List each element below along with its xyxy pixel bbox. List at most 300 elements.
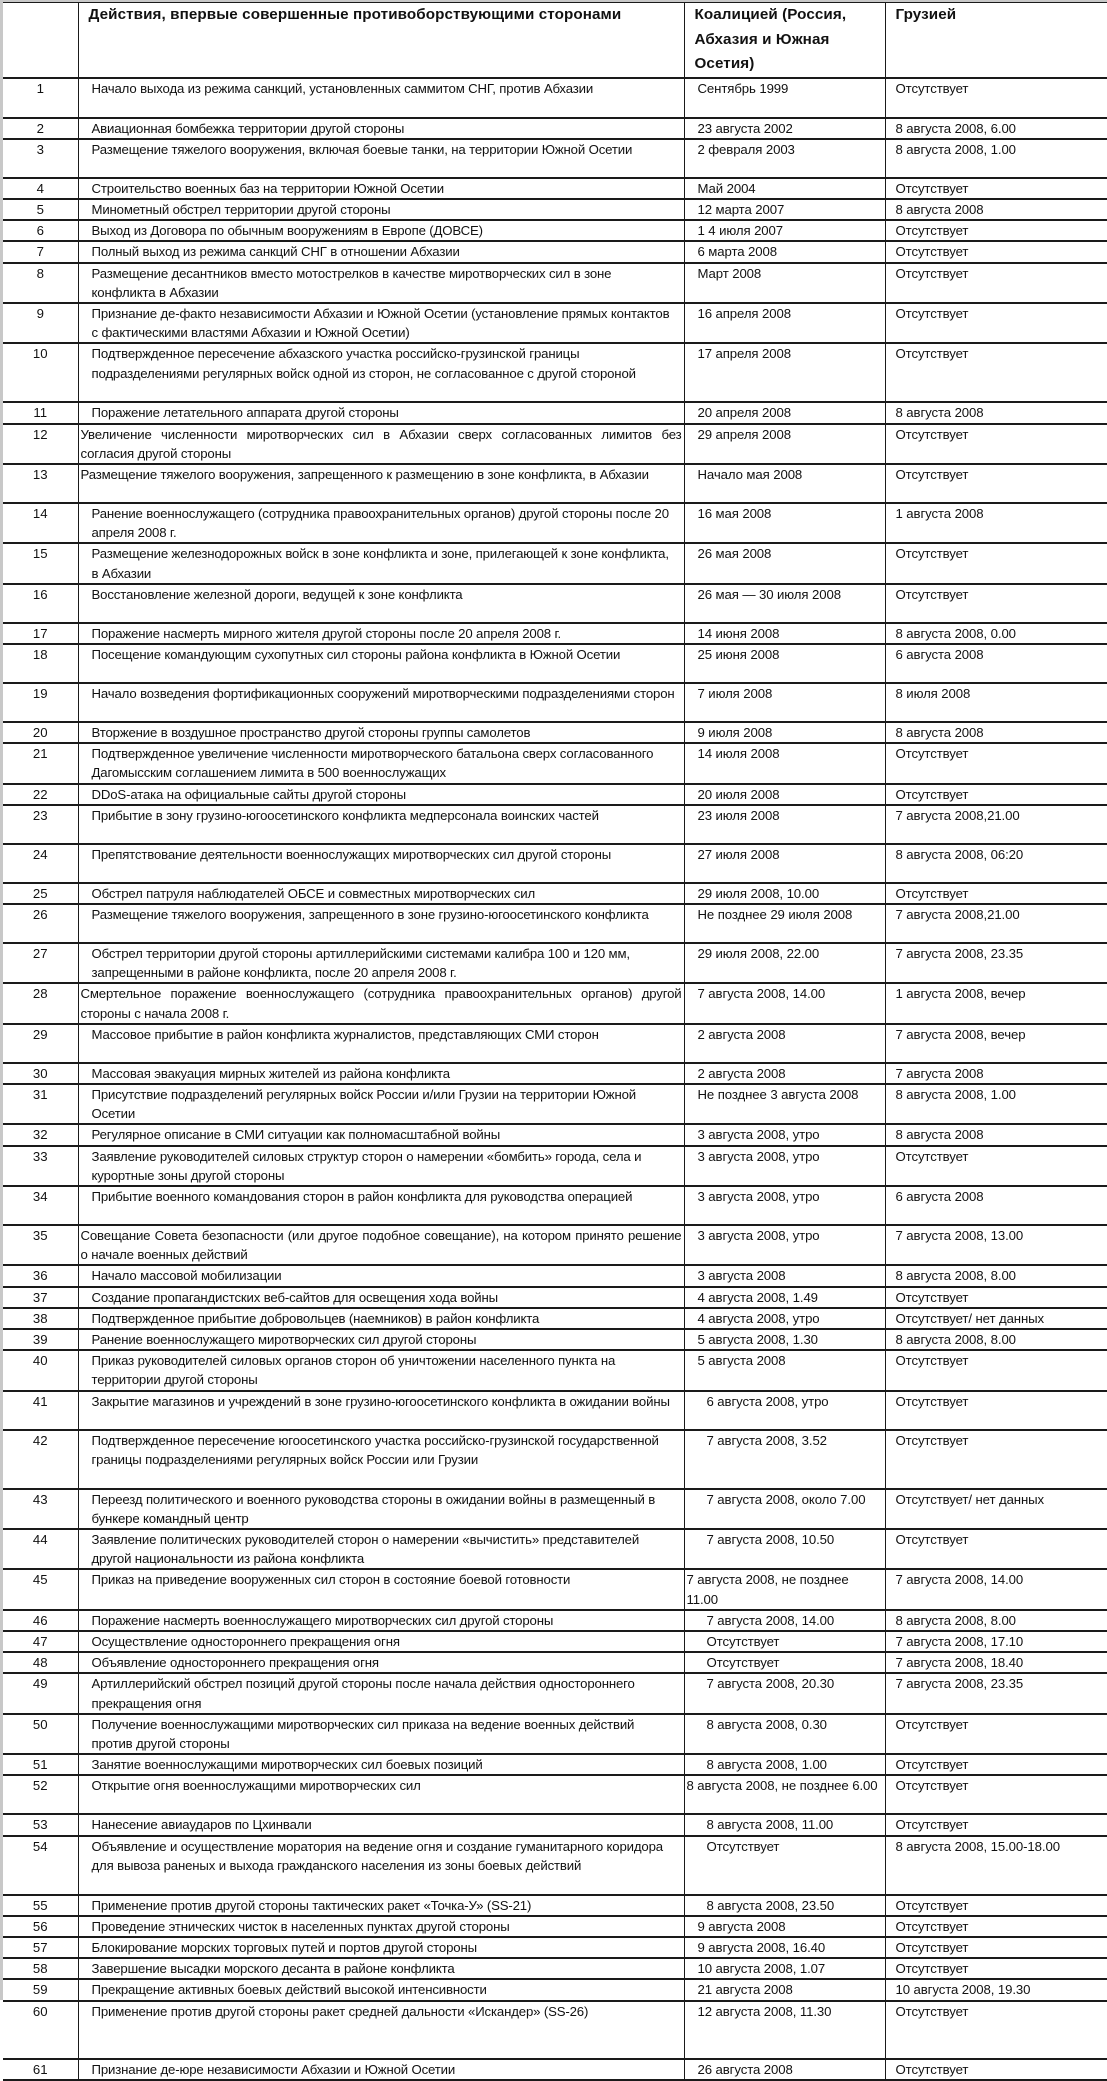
table-row: [3, 1836, 1107, 1895]
row-georgia-date: 8 августа 2008, 06:20: [885, 844, 1107, 883]
row-number: 61: [3, 2059, 78, 2080]
row-coalition-date: 6 августа 2008, утро: [684, 1391, 885, 1430]
row-action: Размещение железнодорожных войск в зоне конфликта и зоне, прилегающей к зоне конфликта, в Абхазии: [78, 543, 684, 583]
row-coalition-date: 3 августа 2008, утро: [684, 1124, 885, 1145]
table-row: [3, 118, 1107, 139]
row-georgia-date: 8 августа 2008, 8.00: [885, 1265, 1107, 1286]
row-coalition-date: 26 августа 2008: [684, 2059, 885, 2080]
row-coalition-date: 9 августа 2008, 16.40: [684, 1937, 885, 1958]
actions-table: [3, 2, 1107, 2081]
row-georgia-date: Отсутствует: [885, 1916, 1107, 1937]
table-row: [3, 1754, 1107, 1775]
row-coalition-date: 12 марта 2007: [684, 199, 885, 220]
row-number: 13: [3, 464, 78, 503]
row-action: Смертельное поражение военнослужащего (сотрудника правоохранительных органов) другой стороны с начала 2008 г.: [78, 983, 684, 1023]
row-number: 31: [3, 1084, 78, 1124]
table-row: [3, 139, 1107, 178]
table-row: [3, 2059, 1107, 2080]
table-row: [3, 1024, 1107, 1063]
table-header-row: [3, 3, 1107, 78]
row-action: Проведение этнических чисток в населенных пунктах другой стороны: [78, 1916, 684, 1937]
row-coalition-date: Не позднее 3 августа 2008: [684, 1084, 885, 1124]
row-coalition-date: 20 апреля 2008: [684, 402, 885, 423]
row-number: 19: [3, 683, 78, 722]
row-coalition-date: Март 2008: [684, 263, 885, 303]
row-action: Применение против другой стороны тактических ракет «Точка-У» (SS-21): [78, 1895, 684, 1916]
row-number: 39: [3, 1329, 78, 1350]
row-georgia-date: Отсутствует: [885, 743, 1107, 783]
row-georgia-date: 7 августа 2008, 17.10: [885, 1631, 1107, 1652]
row-number: 24: [3, 844, 78, 883]
row-georgia-date: 8 августа 2008, 8.00: [885, 1329, 1107, 1350]
table-row: [3, 683, 1107, 722]
row-coalition-date: 7 августа 2008, 3.52: [684, 1430, 885, 1489]
row-number: 57: [3, 1937, 78, 1958]
row-number: 45: [3, 1569, 78, 1609]
row-action: Применение против другой стороны ракет средней дальности «Искандер» (SS-26): [78, 2001, 684, 2059]
table-row: [3, 241, 1107, 262]
row-action: Авиационная бомбежка территории другой стороны: [78, 118, 684, 139]
row-action: Размещение тяжелого вооружения, запрещенного к размещению в зоне конфликта, в Абхазии: [78, 464, 684, 503]
row-action: Подтвержденное пересечение абхазского участка российско-грузинской границы подразделениями регулярных войск одной из сторон, не согласованное с другой стороной: [78, 343, 684, 402]
row-action: Строительство военных баз на территории Южной Осетии: [78, 178, 684, 199]
row-action: Размещение тяжелого вооружения, включая боевые танки, на территории Южной Осетии: [78, 139, 684, 178]
row-coalition-date: 4 августа 2008, утро: [684, 1308, 885, 1329]
row-georgia-date: 7 августа 2008, 18.40: [885, 1652, 1107, 1673]
table-row: [3, 1265, 1107, 1286]
row-action: Поражение летательного аппарата другой стороны: [78, 402, 684, 423]
row-number: 32: [3, 1124, 78, 1145]
row-georgia-date: Отсутствует: [885, 1391, 1107, 1430]
row-georgia-date: 7 августа 2008, 23.35: [885, 943, 1107, 983]
table-row: [3, 1916, 1107, 1937]
table-row: [3, 1958, 1107, 1979]
row-number: 59: [3, 1979, 78, 2000]
row-number: 56: [3, 1916, 78, 1937]
row-coalition-date: 8 августа 2008, 23.50: [684, 1895, 885, 1916]
row-georgia-date: 8 июля 2008: [885, 683, 1107, 722]
table-row: [3, 1529, 1107, 1569]
row-coalition-date: Отсутствует: [684, 1652, 885, 1673]
row-georgia-date: 6 августа 2008: [885, 1186, 1107, 1225]
row-action: Заявление политических руководителей сторон о намерении «вычистить» представителей другой национальности из района конфликта: [78, 1529, 684, 1569]
row-coalition-date: 14 июля 2008: [684, 743, 885, 783]
row-action: Блокирование морских торговых путей и портов другой стороны: [78, 1937, 684, 1958]
table-row: [3, 402, 1107, 423]
row-coalition-date: 17 апреля 2008: [684, 343, 885, 402]
row-georgia-date: 7 августа 2008,21.00: [885, 805, 1107, 844]
table-row: [3, 543, 1107, 583]
row-number: 51: [3, 1754, 78, 1775]
row-coalition-date: 23 июля 2008: [684, 805, 885, 844]
row-georgia-date: 6 августа 2008: [885, 644, 1107, 683]
row-coalition-date: 14 июня 2008: [684, 623, 885, 644]
table-row: [3, 1329, 1107, 1350]
table-row: [3, 178, 1107, 199]
row-georgia-date: Отсутствует: [885, 543, 1107, 583]
row-georgia-date: 8 августа 2008, 1.00: [885, 1084, 1107, 1124]
row-georgia-date: Отсутствует: [885, 424, 1107, 464]
table-row: [3, 1391, 1107, 1430]
row-number: 60: [3, 2001, 78, 2059]
table-row: [3, 883, 1107, 904]
row-coalition-date: 2 февраля 2003: [684, 139, 885, 178]
row-georgia-date: 7 августа 2008, 14.00: [885, 1569, 1107, 1609]
row-georgia-date: Отсутствует/ нет данных: [885, 1489, 1107, 1529]
row-action: Признание де-факто независимости Абхазии и Южной Осетии (установление прямых контактов с фактическими властями Абхазии и Южной Осетии): [78, 303, 684, 343]
table-row: [3, 943, 1107, 983]
row-georgia-date: 7 августа 2008,21.00: [885, 904, 1107, 943]
row-georgia-date: Отсутствует: [885, 1937, 1107, 1958]
row-action: Размещение десантников вместо мотострелков в качестве миротворческих сил в зоне конфликта в Абхазии: [78, 263, 684, 303]
row-action: Закрытие магазинов и учреждений в зоне грузино-югоосетинского конфликта в ожидании войны: [78, 1391, 684, 1430]
row-georgia-date: Отсутствует: [885, 1958, 1107, 1979]
row-georgia-date: Отсутствует: [885, 2059, 1107, 2080]
table-row: [3, 1895, 1107, 1916]
row-georgia-date: 8 августа 2008: [885, 199, 1107, 220]
table-row: [3, 904, 1107, 943]
row-action: Поражение насмерть военнослужащего миротворческих сил другой стороны: [78, 1610, 684, 1631]
row-action: Массовое прибытие в район конфликта журналистов, представляющих СМИ сторон: [78, 1024, 684, 1063]
row-number: 26: [3, 904, 78, 943]
header-number: [3, 3, 78, 78]
table-row: [3, 805, 1107, 844]
row-coalition-date: 2 августа 2008: [684, 1024, 885, 1063]
header-action: Действия, впервые совершенные противоборствующими сторонами: [78, 3, 684, 78]
row-number: 46: [3, 1610, 78, 1631]
row-georgia-date: Отсутствует: [885, 464, 1107, 503]
row-number: 58: [3, 1958, 78, 1979]
row-number: 1: [3, 78, 78, 118]
row-number: 48: [3, 1652, 78, 1673]
row-coalition-date: 8 августа 2008, 11.00: [684, 1814, 885, 1835]
row-action: Создание пропагандистских веб-сайтов для освещения хода войны: [78, 1287, 684, 1308]
row-action: DDoS-атака на официальные сайты другой стороны: [78, 784, 684, 805]
table-row: [3, 343, 1107, 402]
table-row: [3, 78, 1107, 118]
row-coalition-date: 27 июля 2008: [684, 844, 885, 883]
row-coalition-date: 9 июля 2008: [684, 722, 885, 743]
table-row: [3, 199, 1107, 220]
row-coalition-date: 3 августа 2008, утро: [684, 1225, 885, 1265]
row-action: Вторжение в воздушное пространство другой стороны группы самолетов: [78, 722, 684, 743]
row-number: 5: [3, 199, 78, 220]
row-number: 42: [3, 1430, 78, 1489]
table-row: [3, 220, 1107, 241]
row-georgia-date: 8 августа 2008, 0.00: [885, 623, 1107, 644]
row-coalition-date: 7 августа 2008, 14.00: [684, 983, 885, 1023]
row-coalition-date: 7 августа 2008, не позднее 11.00: [684, 1569, 885, 1609]
row-georgia-date: Отсутствует: [885, 883, 1107, 904]
row-coalition-date: 8 августа 2008, не позднее 6.00: [684, 1775, 885, 1814]
row-georgia-date: 10 августа 2008, 19.30: [885, 1979, 1107, 2000]
row-action: Ранение военнослужащего миротворческих сил другой стороны: [78, 1329, 684, 1350]
row-number: 3: [3, 139, 78, 178]
row-number: 14: [3, 503, 78, 543]
row-action: Обстрел территории другой стороны артиллерийскими системами калибра 100 и 120 мм, запрещенными в районе конфликта, после 20 апреля 2008 г.: [78, 943, 684, 983]
row-number: 17: [3, 623, 78, 644]
row-number: 50: [3, 1714, 78, 1754]
row-coalition-date: 21 августа 2008: [684, 1979, 885, 2000]
row-action: Выход из Договора по обычным вооружениям в Европе (ДОВСЕ): [78, 220, 684, 241]
header-georgia: Грузией: [885, 3, 1107, 78]
table-row: [3, 1569, 1107, 1609]
row-number: 22: [3, 784, 78, 805]
row-georgia-date: Отсутствует: [885, 584, 1107, 623]
table-row: [3, 1673, 1107, 1713]
row-coalition-date: Не позднее 29 июля 2008: [684, 904, 885, 943]
row-action: Артиллерийский обстрел позиций другой стороны после начала действия одностороннего прекращения огня: [78, 1673, 684, 1713]
row-number: 18: [3, 644, 78, 683]
row-action: Начало массовой мобилизации: [78, 1265, 684, 1286]
table-row: [3, 983, 1107, 1023]
row-georgia-date: Отсутствует: [885, 1775, 1107, 1814]
table-row: [3, 1146, 1107, 1186]
row-coalition-date: 7 августа 2008, 20.30: [684, 1673, 885, 1713]
row-coalition-date: 26 мая 2008: [684, 543, 885, 583]
row-number: 27: [3, 943, 78, 983]
row-action: Массовая эвакуация мирных жителей из района конфликта: [78, 1063, 684, 1084]
row-georgia-date: Отсутствует: [885, 241, 1107, 262]
row-number: 55: [3, 1895, 78, 1916]
row-coalition-date: 1 4 июля 2007: [684, 220, 885, 241]
row-number: 34: [3, 1186, 78, 1225]
row-action: Получение военнослужащими миротворческих сил приказа на ведение военных действий против другой стороны: [78, 1714, 684, 1754]
row-action: Восстановление железной дороги, ведущей к зоне конфликта: [78, 584, 684, 623]
row-georgia-date: Отсутствует: [885, 1287, 1107, 1308]
row-georgia-date: 8 августа 2008: [885, 1124, 1107, 1145]
row-coalition-date: 7 августа 2008, около 7.00: [684, 1489, 885, 1529]
row-number: 7: [3, 241, 78, 262]
row-action: Подтвержденное пересечение югоосетинского участка российско-грузинской государственной границы подразделениями регулярных войск России или Грузии: [78, 1430, 684, 1489]
row-action: Осуществление одностороннего прекращения огня: [78, 1631, 684, 1652]
row-action: Увеличение численности миротворческих сил в Абхазии сверх согласованных лимитов без согласия другой стороны: [78, 424, 684, 464]
row-georgia-date: Отсутствует: [885, 1529, 1107, 1569]
row-action: Ранение военнослужащего (сотрудника правоохранительных органов) другой стороны после 20 апреля 2008 г.: [78, 503, 684, 543]
row-georgia-date: 8 августа 2008, 15.00-18.00: [885, 1836, 1107, 1895]
table-body: [3, 78, 1107, 2080]
row-coalition-date: 7 августа 2008, 14.00: [684, 1610, 885, 1631]
row-georgia-date: 7 августа 2008: [885, 1063, 1107, 1084]
row-action: Препятствование деятельности военнослужащих миротворческих сил другой стороны: [78, 844, 684, 883]
row-action: Объявление и осуществление моратория на ведение огня и создание гуманитарного коридора для вывоза раненых и выхода гражданского населения из зоны боевых действий: [78, 1836, 684, 1895]
row-number: 53: [3, 1814, 78, 1835]
row-action: Открытие огня военнослужащими миротворческих сил: [78, 1775, 684, 1814]
row-coalition-date: 29 апреля 2008: [684, 424, 885, 464]
row-action: Полный выход из режима санкций СНГ в отношении Абхазии: [78, 241, 684, 262]
row-coalition-date: 5 августа 2008, 1.30: [684, 1329, 885, 1350]
row-coalition-date: Сентябрь 1999: [684, 78, 885, 118]
table-row: [3, 1350, 1107, 1390]
row-coalition-date: 3 августа 2008, утро: [684, 1186, 885, 1225]
row-georgia-date: 8 августа 2008: [885, 722, 1107, 743]
table-row: [3, 644, 1107, 683]
table-row: [3, 1225, 1107, 1265]
row-number: 52: [3, 1775, 78, 1814]
row-action: Приказ руководителей силовых органов сторон об уничтожении населенного пункта на территории другой стороны: [78, 1350, 684, 1390]
row-coalition-date: 29 июля 2008, 10.00: [684, 883, 885, 904]
row-georgia-date: Отсутствует: [885, 1146, 1107, 1186]
row-action: Прекращение активных боевых действий высокой интенсивности: [78, 1979, 684, 2000]
row-coalition-date: Отсутствует: [684, 1836, 885, 1895]
row-action: Заявление руководителей силовых структур сторон о намерении «бомбить» города, села и курортные зоны другой стороны: [78, 1146, 684, 1186]
table-row: [3, 1430, 1107, 1489]
table-row: [3, 464, 1107, 503]
row-action: Минометный обстрел территории другой стороны: [78, 199, 684, 220]
table-row: [3, 1714, 1107, 1754]
row-number: 4: [3, 178, 78, 199]
row-georgia-date: Отсутствует: [885, 2001, 1107, 2059]
row-action: Нанесение авиаударов по Цхинвали: [78, 1814, 684, 1835]
row-action: Посещение командующим сухопутных сил стороны района конфликта в Южной Осетии: [78, 644, 684, 683]
row-coalition-date: 25 июня 2008: [684, 644, 885, 683]
table-row: [3, 584, 1107, 623]
row-number: 2: [3, 118, 78, 139]
row-number: 23: [3, 805, 78, 844]
table-row: [3, 722, 1107, 743]
row-number: 15: [3, 543, 78, 583]
row-coalition-date: 29 июля 2008, 22.00: [684, 943, 885, 983]
row-coalition-date: Начало мая 2008: [684, 464, 885, 503]
row-georgia-date: Отсутствует: [885, 1814, 1107, 1835]
table-row: [3, 623, 1107, 644]
row-coalition-date: 23 августа 2002: [684, 118, 885, 139]
row-number: 41: [3, 1391, 78, 1430]
row-action: Объявление одностороннего прекращения огня: [78, 1652, 684, 1673]
row-coalition-date: 10 августа 2008, 1.07: [684, 1958, 885, 1979]
table-row: [3, 1186, 1107, 1225]
row-action: Занятие военнослужащими миротворческих сил боевых позиций: [78, 1754, 684, 1775]
table-row: [3, 743, 1107, 783]
row-number: 54: [3, 1836, 78, 1895]
row-coalition-date: Отсутствует: [684, 1631, 885, 1652]
row-number: 11: [3, 402, 78, 423]
row-number: 20: [3, 722, 78, 743]
row-number: 35: [3, 1225, 78, 1265]
table-row: [3, 263, 1107, 303]
row-action: Завершение высадки морского десанта в районе конфликта: [78, 1958, 684, 1979]
row-number: 9: [3, 303, 78, 343]
row-number: 29: [3, 1024, 78, 1063]
row-number: 28: [3, 983, 78, 1023]
row-number: 44: [3, 1529, 78, 1569]
row-coalition-date: 16 мая 2008: [684, 503, 885, 543]
row-coalition-date: 6 марта 2008: [684, 241, 885, 262]
table-row: [3, 1775, 1107, 1814]
row-number: 16: [3, 584, 78, 623]
row-georgia-date: 7 августа 2008, 13.00: [885, 1225, 1107, 1265]
row-number: 33: [3, 1146, 78, 1186]
table-row: [3, 1979, 1107, 2000]
row-action: Обстрел патруля наблюдателей ОБСЕ и совместных миротворческих сил: [78, 883, 684, 904]
row-action: Присутствие подразделений регулярных войск России и/или Грузии на территории Южной Осетии: [78, 1084, 684, 1124]
row-action: Подтвержденное увеличение численности миротворческого батальона сверх согласованного Дагомысским соглашением лимита в 500 военнослужащих: [78, 743, 684, 783]
row-georgia-date: Отсутствует: [885, 343, 1107, 402]
row-coalition-date: 4 августа 2008, 1.49: [684, 1287, 885, 1308]
row-action: Совещание Совета безопасности (или другое подобное совещание), на котором принято решение о начале военных действий: [78, 1225, 684, 1265]
row-coalition-date: 26 мая — 30 июля 2008: [684, 584, 885, 623]
row-action: Регулярное описание в СМИ ситуации как полномасштабной войны: [78, 1124, 684, 1145]
row-georgia-date: 8 августа 2008, 6.00: [885, 118, 1107, 139]
row-georgia-date: 8 августа 2008, 1.00: [885, 139, 1107, 178]
row-georgia-date: Отсутствует: [885, 178, 1107, 199]
row-georgia-date: 8 августа 2008, 8.00: [885, 1610, 1107, 1631]
row-georgia-date: Отсутствует: [885, 784, 1107, 805]
row-coalition-date: 9 августа 2008: [684, 1916, 885, 1937]
row-georgia-date: Отсутствует: [885, 1350, 1107, 1390]
row-georgia-date: 1 августа 2008, вечер: [885, 983, 1107, 1023]
row-coalition-date: 2 августа 2008: [684, 1063, 885, 1084]
row-georgia-date: Отсутствует: [885, 1754, 1107, 1775]
row-coalition-date: 8 августа 2008, 0.30: [684, 1714, 885, 1754]
row-action: Размещение тяжелого вооружения, запрещенного в зоне грузино-югоосетинского конфликта: [78, 904, 684, 943]
row-coalition-date: 7 июля 2008: [684, 683, 885, 722]
row-coalition-date: 5 августа 2008: [684, 1350, 885, 1390]
row-georgia-date: Отсутствует: [885, 1895, 1107, 1916]
table-row: [3, 1124, 1107, 1145]
table-row: [3, 1610, 1107, 1631]
row-number: 25: [3, 883, 78, 904]
row-georgia-date: Отсутствует: [885, 220, 1107, 241]
row-number: 49: [3, 1673, 78, 1713]
row-georgia-date: Отсутствует/ нет данных: [885, 1308, 1107, 1329]
row-action: Приказ на приведение вооруженных сил сторон в состояние боевой готовности: [78, 1569, 684, 1609]
row-coalition-date: 12 августа 2008, 11.30: [684, 2001, 885, 2059]
row-georgia-date: Отсутствует: [885, 263, 1107, 303]
row-number: 47: [3, 1631, 78, 1652]
header-coalition: Коалицией (Россия, Абхазия и Южная Осетия): [684, 3, 885, 78]
table-row: [3, 1631, 1107, 1652]
table-row: [3, 1287, 1107, 1308]
table-row: [3, 1814, 1107, 1835]
row-action: Прибытие военного командования сторон в район конфликта для руководства операцией: [78, 1186, 684, 1225]
row-action: Подтвержденное прибытие добровольцев (наемников) в район конфликта: [78, 1308, 684, 1329]
row-number: 37: [3, 1287, 78, 1308]
row-coalition-date: 16 апреля 2008: [684, 303, 885, 343]
row-number: 40: [3, 1350, 78, 1390]
table-row: [3, 503, 1107, 543]
row-action: Начало возведения фортификационных сооружений миротворческими подразделениями сторон: [78, 683, 684, 722]
row-coalition-date: 20 июля 2008: [684, 784, 885, 805]
row-coalition-date: 3 августа 2008, утро: [684, 1146, 885, 1186]
row-georgia-date: 1 августа 2008: [885, 503, 1107, 543]
row-georgia-date: 7 августа 2008, вечер: [885, 1024, 1107, 1063]
row-coalition-date: Май 2004: [684, 178, 885, 199]
row-number: 8: [3, 263, 78, 303]
row-georgia-date: 8 августа 2008: [885, 402, 1107, 423]
table-row: [3, 1652, 1107, 1673]
row-number: 10: [3, 343, 78, 402]
table-row: [3, 1489, 1107, 1529]
row-action: Прибытие в зону грузино-югоосетинского конфликта медперсонала воинских частей: [78, 805, 684, 844]
row-number: 12: [3, 424, 78, 464]
table-row: [3, 424, 1107, 464]
row-coalition-date: 7 августа 2008, 10.50: [684, 1529, 885, 1569]
row-action: Поражение насмерть мирного жителя другой стороны после 20 апреля 2008 г.: [78, 623, 684, 644]
row-coalition-date: 8 августа 2008, 1.00: [684, 1754, 885, 1775]
row-georgia-date: Отсутствует: [885, 1430, 1107, 1489]
row-georgia-date: Отсутствует: [885, 1714, 1107, 1754]
row-number: 43: [3, 1489, 78, 1529]
row-number: 21: [3, 743, 78, 783]
row-action: Признание де-юре независимости Абхазии и Южной Осетии: [78, 2059, 684, 2080]
row-coalition-date: 3 августа 2008: [684, 1265, 885, 1286]
table-row: [3, 303, 1107, 343]
table-row: [3, 784, 1107, 805]
row-georgia-date: Отсутствует: [885, 303, 1107, 343]
table-row: [3, 1063, 1107, 1084]
row-georgia-date: 7 августа 2008, 23.35: [885, 1673, 1107, 1713]
